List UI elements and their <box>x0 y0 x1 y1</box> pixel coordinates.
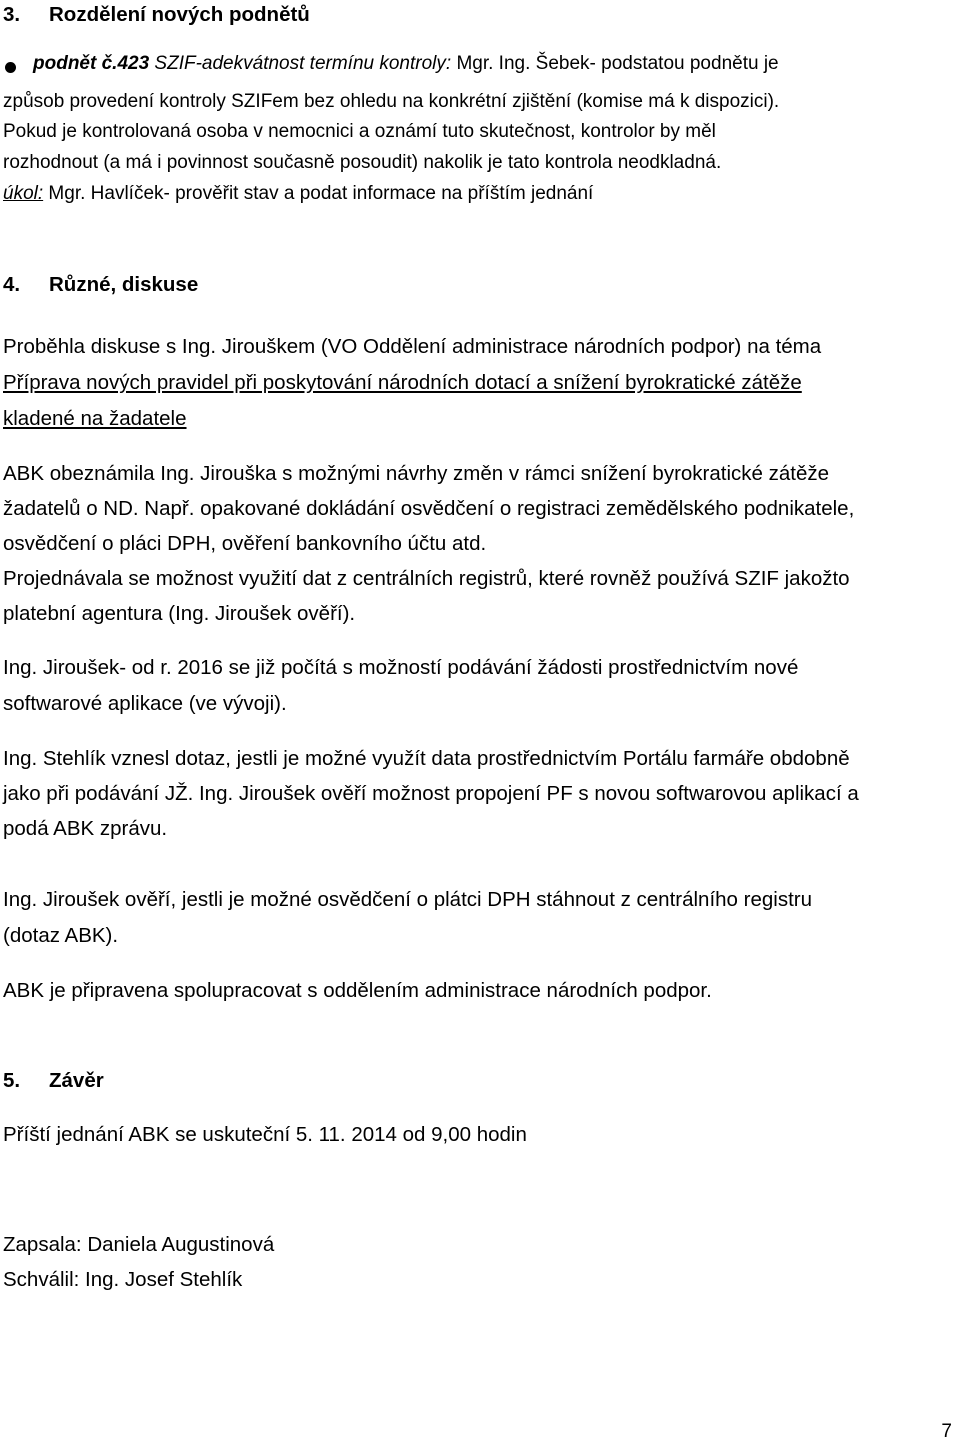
paragraph-1-line-1: ABK obeznámila Ing. Jirouška s možnými návrhy změn v rámci snížení byrokratické zátěže <box>3 462 830 485</box>
page-number: 7 <box>941 1421 952 1442</box>
podnet-rest: Mgr. Ing. Šebek- podstatou podnětu je <box>451 53 779 74</box>
paragraph-2-line-1: Ing. Jiroušek- od r. 2016 se již počítá s možností podávání žádosti prostřednictvím nové <box>3 656 799 679</box>
podnet-lead: podnět č.423 <box>33 53 150 74</box>
paragraph-3-line-2: jako při podávání JŽ. Ing. Jiroušek ověří možnost propojení PF s novou softwarovou aplikací a <box>3 782 859 805</box>
section-5-heading <box>3 1067 104 1095</box>
recorded-by: Zapsala: Daniela Augustinová <box>3 1233 275 1256</box>
discussion-topic-line-1: Příprava nových pravidel při poskytování národních dotací a snížení byrokratické zátěže <box>3 371 802 394</box>
discussion-topic-line-2: kladené na žadatele <box>3 407 187 430</box>
section-4-title: Různé, diskuse <box>49 273 199 296</box>
paragraph-3-line-1: Ing. Stehlík vznesl dotaz, jestli je možné využít data prostřednictvím Portálu farmáře obdobně <box>3 747 850 770</box>
section-4-number: 4. <box>3 273 21 296</box>
paragraph-2-line-2: softwarové aplikace (ve vývoji). <box>3 692 287 715</box>
section-3-number: 3. <box>3 3 21 26</box>
paragraph-4-line-2: (dotaz ABK). <box>3 924 119 947</box>
paragraph-1-line-4: Projednávala se možnost využití dat z centrálních registrů, které rovněž používá SZIF jakožto <box>3 567 850 590</box>
section-4-heading <box>3 271 198 299</box>
task-line <box>3 178 593 209</box>
bullet-line-4: rozhodnout (a má i povinnost současně posoudit) nakolik je tato kontrola neodkladná. <box>3 152 722 173</box>
paragraph-4-line-1: Ing. Jiroušek ověří, jestli je možné osvědčení o plátci DPH stáhnout z centrálního registru <box>3 888 813 911</box>
task-text: Mgr. Havlíček- prověřit stav a podat informace na příštím jednání <box>43 183 594 204</box>
section-5-title: Závěr <box>49 1069 104 1092</box>
bullet-line-2: způsob provedení kontroly SZIFem bez ohledu na konkrétní zjištění (komise má k dispozici). <box>3 91 780 112</box>
podnet-subject: SZIF-adekvátnost termínu kontroly: <box>149 53 452 74</box>
section-3-heading <box>3 1 310 29</box>
paragraph-1-line-2: žadatelů o ND. Např. opakované dokládání osvědčení o registraci zemědělského podnikatele, <box>3 497 855 520</box>
paragraph-1-line-3: osvědčení o pláci DPH, ověření bankovního účtu atd. <box>3 532 487 555</box>
paragraph-5: ABK je připravena spolupracovat s oddělením administrace národních podpor. <box>3 979 712 1002</box>
discussion-intro: Proběhla diskuse s Ing. Jirouškem (VO Oddělení administrace národních podpor) na téma <box>3 335 822 358</box>
next-meeting: Příští jednání ABK se uskuteční 5. 11. 2014 od 9,00 hodin <box>3 1123 527 1146</box>
bullet-dot-icon <box>5 62 16 73</box>
section-5-number: 5. <box>3 1069 21 1092</box>
section-3-title: Rozdělení nových podnětů <box>49 3 310 26</box>
paragraph-3-line-3: podá ABK zprávu. <box>3 817 168 840</box>
approved-by: Schválil: Ing. Josef Stehlík <box>3 1268 243 1291</box>
bullet-line-1 <box>33 48 779 79</box>
paragraph-1-line-5: platební agentura (Ing. Jiroušek ověří). <box>3 602 356 625</box>
task-label: úkol: <box>3 183 44 204</box>
bullet-line-3: Pokud je kontrolovaná osoba v nemocnici a oznámí tuto skutečnost, kontrolor by měl <box>3 121 716 142</box>
